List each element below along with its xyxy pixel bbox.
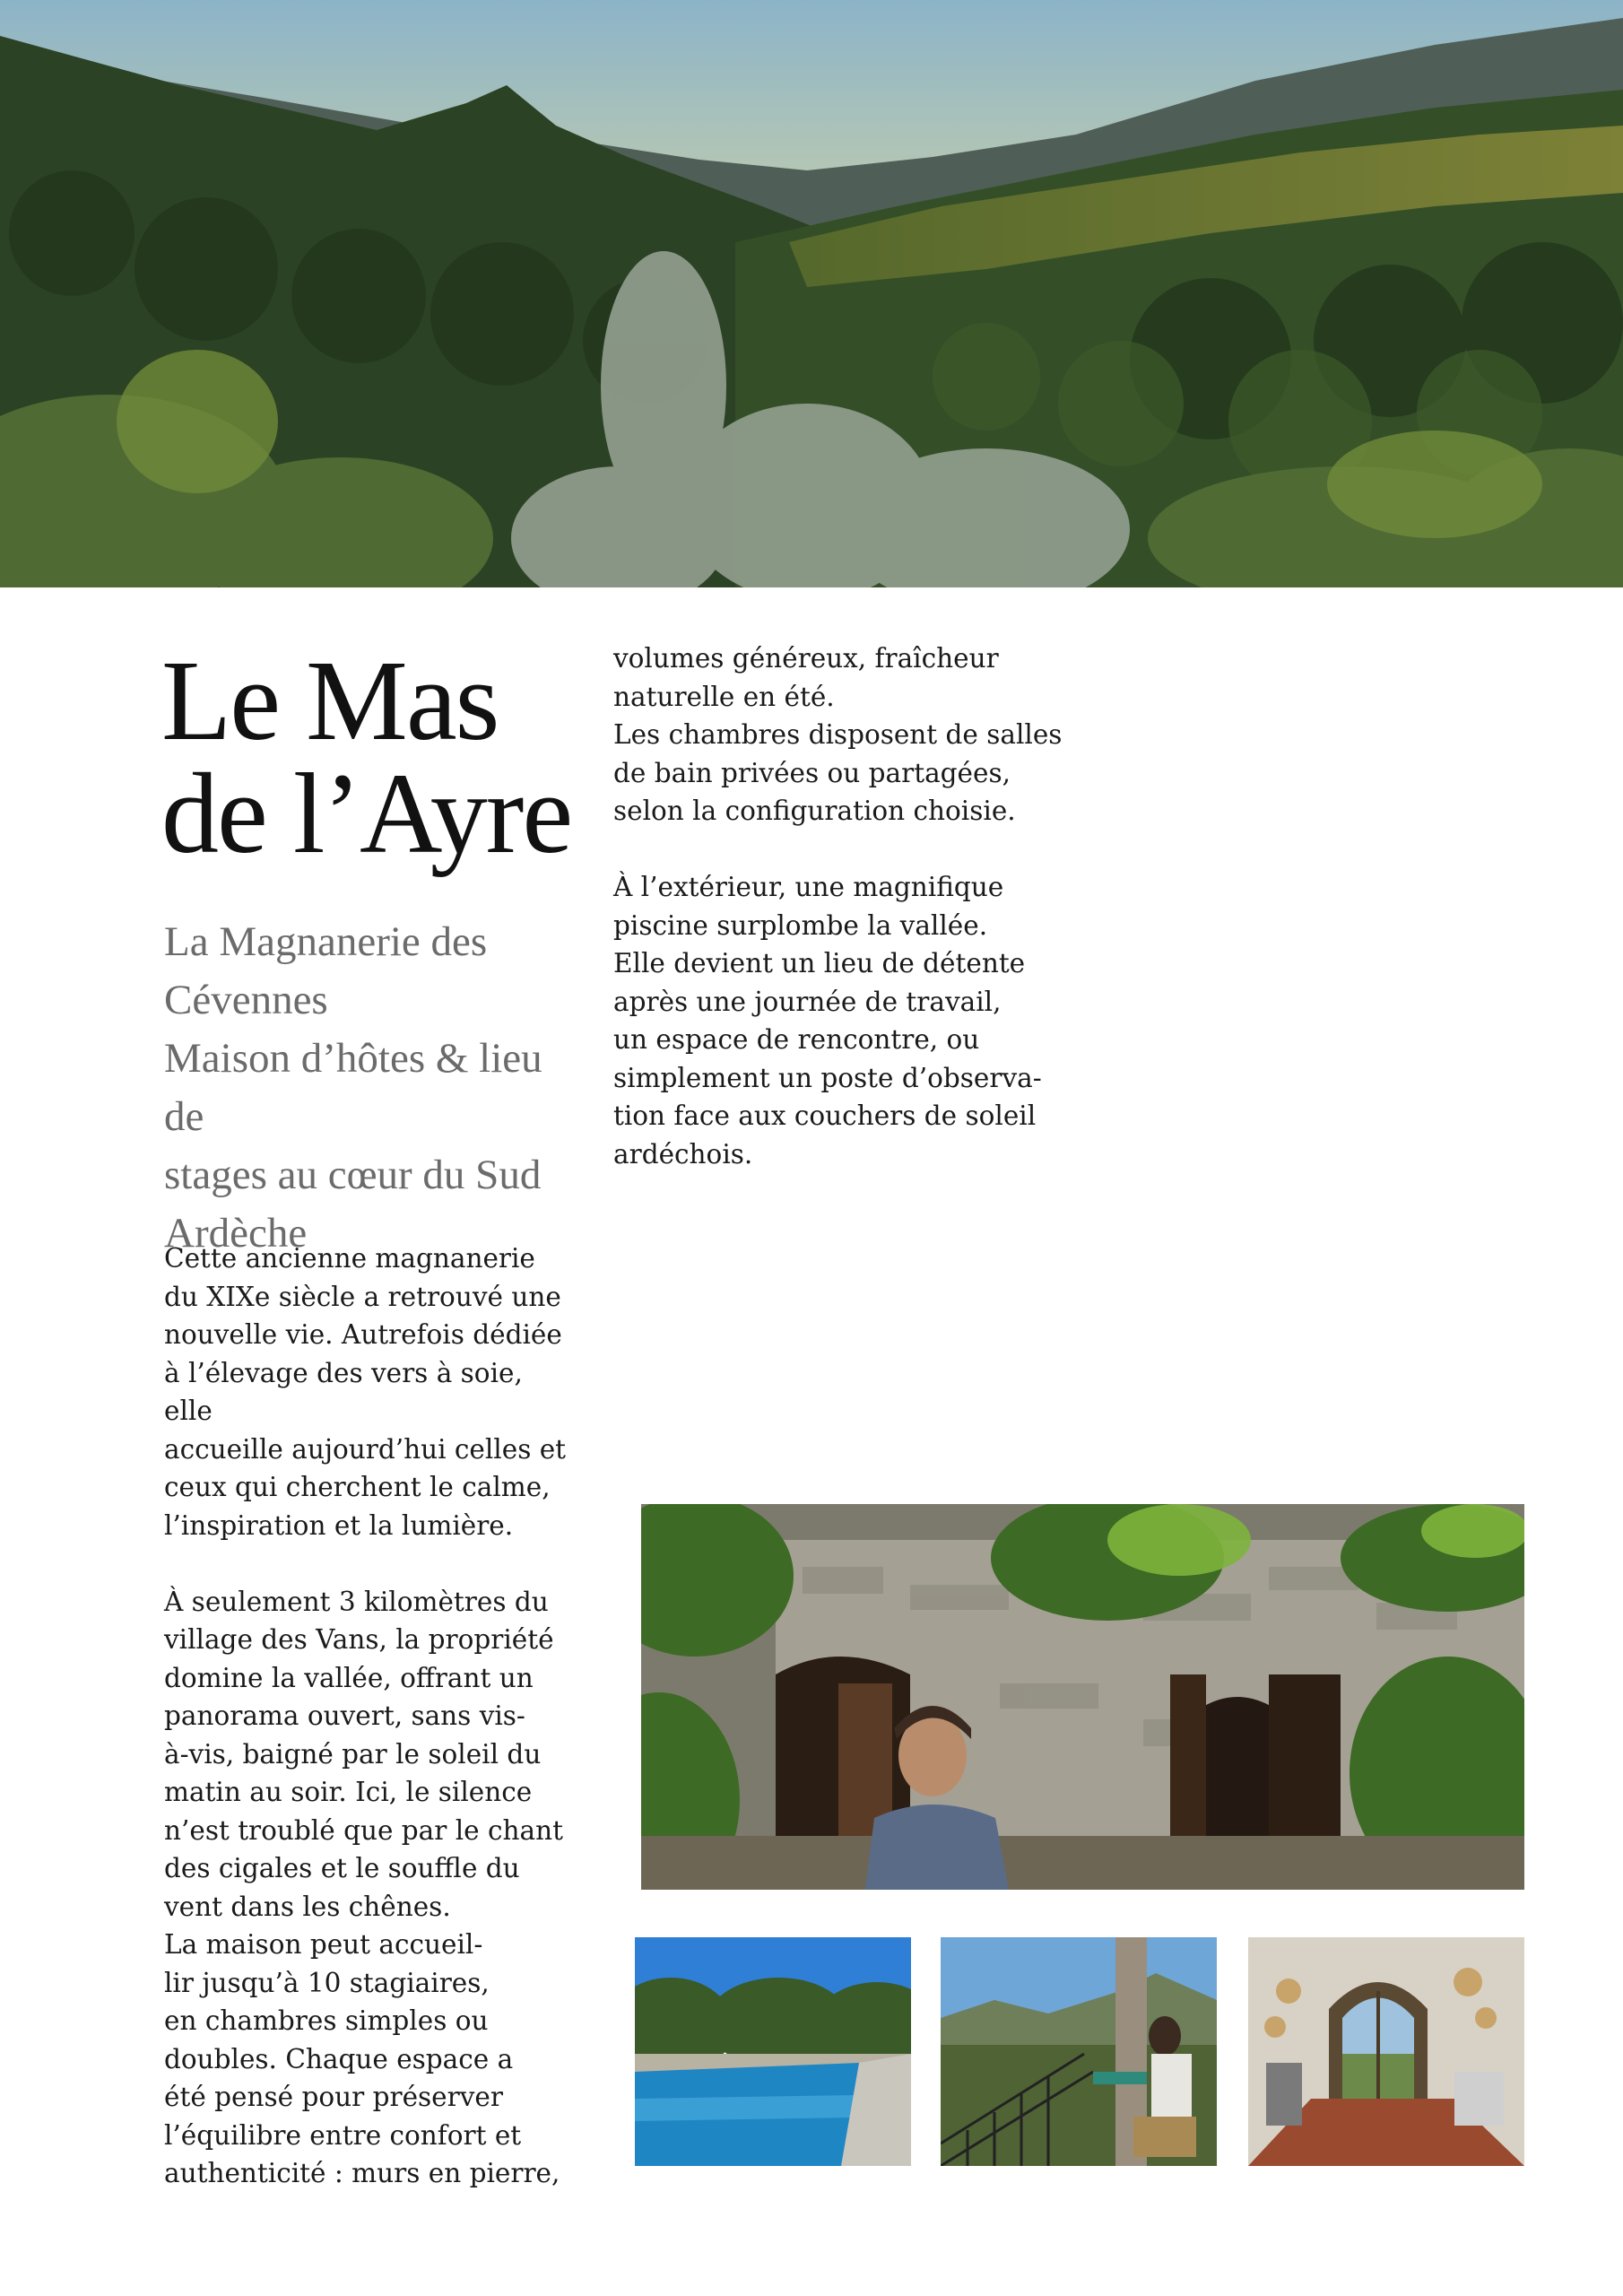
pool-photo [635,1937,911,2166]
body-column-left [164,1239,577,2231]
body-paragraph: À seulement 3 kilomètres du village des Vans, la propriété domine la vallée, offrant un panorama ouvert, sans vis- à-vis, baigné par le soleil du matin au soir. Ici, le silence n’est troublé que par le chant des cigales et le souffle du vent dans les chênes. La maison peut accueil- lir jusqu’à 10 stagiaires, en chambres simples ou doubles. Chaque espace a été pensé pour préserver l’équilibre entre confort et authenticité : murs en pierre, [164,1586,563,2188]
body-paragraph: À l’extérieur, une magnifique piscine surplombe la vallée. Elle devient un lieu de détente après une journée de travail, un espace de rencontre, ou simplement un poste d’observa- tion face aux couchers de soleil ardéchois. [613,872,1042,1170]
subtitle-line: Cévennes [164,977,328,1023]
subtitle-line: La Magnanerie des [164,918,488,965]
hero-landscape-photo [0,0,1623,587]
interior-room-photo [1248,1937,1524,2166]
body-column-right [613,639,1080,1212]
title-line-1: Le Mas [161,637,499,764]
body-paragraph: volumes généreux, fraîcheur naturelle en été. Les chambres disposent de salles de bain privées ou partagées, selon la configuration choisie. [613,643,1063,826]
title-line-2: de l’Ayre [161,750,572,877]
subtitle-line: Ardèche [164,1210,308,1257]
balcony-view-photo [941,1937,1217,2166]
page-title [161,637,572,877]
subtitle-line: stages au cœur du Sud [164,1152,542,1198]
body-paragraph: Cette ancienne magnanerie du XIXe siècle a retrouvé une nouvelle vie. Autrefois dédiée à l’élevage des vers à soie, elle accueille aujourd’hui celles et ceux qui cherchent le calme, l’inspiration et la lumière. [164,1243,567,1541]
subtitle-line: Maison d’hôtes & lieu de [164,1035,542,1140]
stone-house-photo [641,1504,1524,1890]
subtitle [164,913,590,1263]
